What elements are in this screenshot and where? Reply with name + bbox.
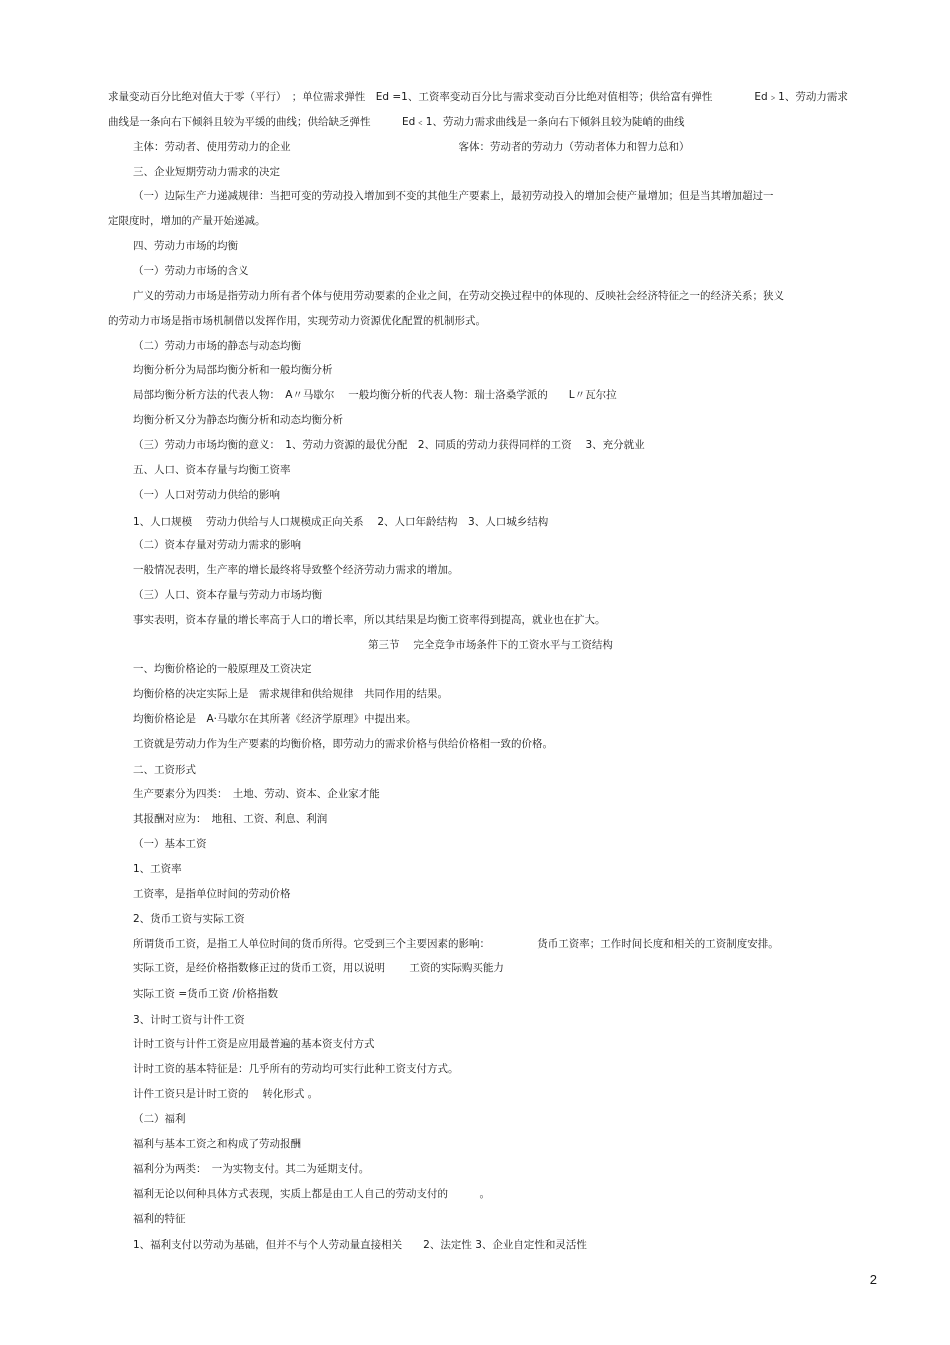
text-line: 局部均衡分析方法的代表人物： A〃马歇尔 一般均衡分析的代表人物：瑞士洛桑学派的 L〃瓦尔拉	[133, 389, 617, 401]
text-line: 所谓货币工资，是指工人单位时间的货币所得。它受到三个主要因素的影响： 货币工资率；工作时间长度和相关的工资制度安排。	[133, 938, 779, 950]
section-heading: 二、工资形式	[133, 764, 196, 776]
section-heading: 三、企业短期劳动力需求的决定	[133, 166, 280, 178]
subsection-heading: （二）劳动力市场的静态与动态均衡	[133, 340, 301, 352]
text-line: 均衡分析又分为静态均衡分析和动态均衡分析	[133, 414, 343, 426]
text-line: 的劳动力市场是指市场机制借以发挥作用，实现劳动力资源优化配置的机制形式。	[108, 315, 486, 327]
subsection-heading: （三）人口、资本存量与劳动力市场均衡	[133, 589, 322, 601]
subsection-heading: （一）劳动力市场的含义	[133, 265, 249, 277]
text-line: 计时工资的基本特征是：几乎所有的劳动均可实行此种工资支付方式。	[133, 1063, 459, 1075]
subsection-heading: （三）劳动力市场均衡的意义： 1、劳动力资源的最优分配 2、同质的劳动力获得同样的工资 3、充分就业	[133, 439, 645, 451]
text-line: 工资就是劳动力作为生产要素的均衡价格，即劳动力的需求价格与供给价格相一致的价格。	[133, 738, 553, 750]
text-line: 计件工资只是计时工资的 转化形式 。	[133, 1088, 319, 1100]
section-heading: 五、人口、资本存量与均衡工资率	[133, 464, 291, 476]
text-line: 广义的劳动力市场是指劳动力所有者个体与使用劳动要素的企业之间，在劳动交换过程中的体现的、反映社会经济特征之一的经济关系；狭义	[133, 290, 784, 302]
text-line: 实际工资，是经价格指数修正过的货币工资，用以说明 工资的实际购买能力	[133, 962, 504, 974]
text-line: 事实表明，资本存量的增长率高于人口的增长率，所以其结果是均衡工资率得到提高，就业也在扩大。	[133, 614, 606, 626]
text-line: 工资率，是指单位时间的劳动价格	[133, 888, 291, 900]
page-number: 2	[869, 1272, 877, 1287]
subsection-heading: （一）人口对劳动力供给的影响	[133, 489, 280, 501]
text-line: 定限度时，增加的产量开始递减。	[108, 215, 266, 227]
subsection-heading: （二）资本存量对劳动力需求的影响	[133, 539, 301, 551]
subsection-heading: （一）基本工资	[133, 838, 207, 850]
text-line: 福利的特征	[133, 1213, 186, 1225]
text-line: 均衡价格论是 A·马歇尔在其所著《经济学原理》中提出来。	[133, 713, 417, 725]
text-line: 计时工资与计件工资是应用最普遍的基本资支付方式	[133, 1038, 375, 1050]
text-line: 主体：劳动者、使用劳动力的企业 客体：劳动者的劳动力（劳动者体力和智力总和）	[133, 141, 690, 153]
text-line: （一）边际生产力递减规律：当把可变的劳动投入增加到不变的其他生产要素上，最初劳动投入的增加会使产量增加；但是当其增加超过一	[133, 190, 774, 202]
text-line: 求量变动百分比绝对值大于零（平行） ；单位需求弹性 Ed =1、工资率变动百分比与需求变动百分比绝对值相等；供给富有弹性 Ed﹥1、劳动力需求	[108, 91, 848, 103]
formula-line: 实际工资 =货币工资 /价格指数	[133, 988, 279, 1000]
text-line: 1、福利支付以劳动为基础，但并不与个人劳动量直接相关 2、法定性 3、企业自定性和灵活性	[133, 1239, 587, 1251]
text-line: 曲线是一条向右下倾斜且较为平缓的曲线；供给缺乏弹性 Ed﹤1、劳动力需求曲线是一条向右下倾斜且较为陡峭的曲线	[108, 116, 685, 128]
text-line: 均衡分析分为局部均衡分析和一般均衡分析	[133, 364, 333, 376]
section-heading: 四、劳动力市场的均衡	[133, 240, 238, 252]
text-line: 3、计时工资与计件工资	[133, 1014, 245, 1026]
chapter-section-title: 第三节 完全竞争市场条件下的工资水平与工资结构	[368, 639, 613, 651]
text-line: 福利分为两类： 一为实物支付。其二为延期支付。	[133, 1163, 370, 1175]
text-line: 1、工资率	[133, 863, 182, 875]
text-line: 福利无论以何种具体方式表现，实质上都是由工人自己的劳动支付的 。	[133, 1188, 490, 1200]
text-line: 生产要素分为四类： 土地、劳动、资本、企业家才能	[133, 788, 380, 800]
text-line: 其报酬对应为： 地租、工资、利息、利润	[133, 813, 328, 825]
section-heading: 一、均衡价格论的一般原理及工资决定	[133, 663, 312, 675]
text-line: 均衡价格的决定实际上是 需求规律和供给规律 共同作用的结果。	[133, 688, 448, 700]
text-line: 福利与基本工资之和构成了劳动报酬	[133, 1138, 301, 1150]
text-line: 1、人口规模 劳动力供给与人口规模成正向关系 2、人口年龄结构 3、人口城乡结构	[133, 516, 549, 528]
text-line: 2、货币工资与实际工资	[133, 913, 245, 925]
subsection-heading: （二）福利	[133, 1113, 186, 1125]
text-line: 一般情况表明，生产率的增长最终将导致整个经济劳动力需求的增加。	[133, 564, 459, 576]
